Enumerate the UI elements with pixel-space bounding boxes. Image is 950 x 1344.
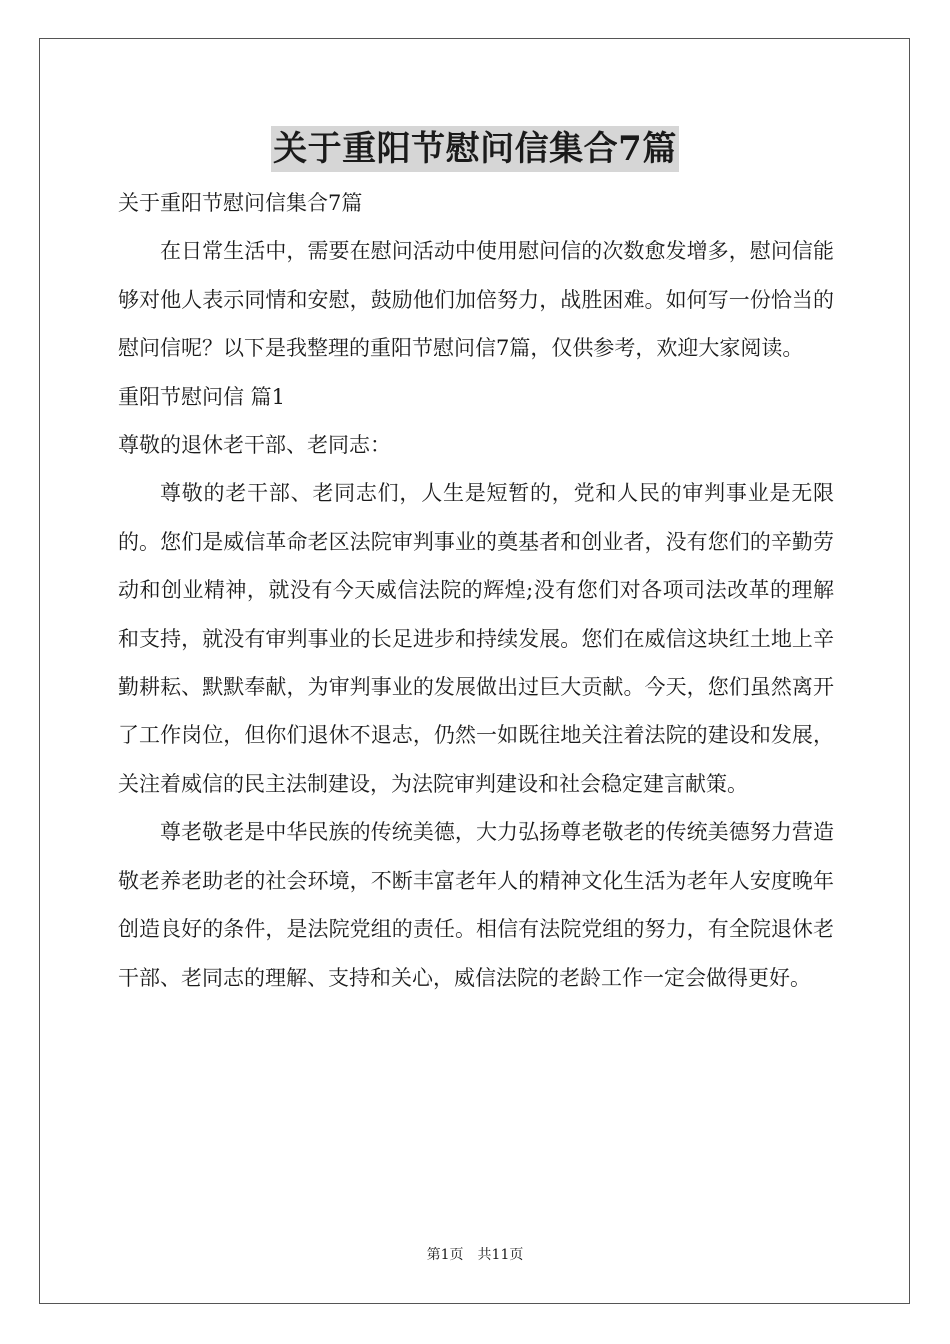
body-paragraph: 尊敬的老干部、老同志们，人生是短暂的，党和人民的审判事业是无限的。您们是威信革命老区法院审判事业的奠基者和创业者，没有您们的辛勤劳动和创业精神，就没有今天威信法院的辉煌;没有您们对各项司法改革的理解和支持，就没有审判事业的长足进步和持续发展。您们在威信这块红土地上辛勤耕耘、默默奉献，为审判事业的发展做出过巨大贡献。今天，您们虽然离开了工作岗位，但你们退休不退志，仍然一如既往地关注着法院的建设和发展，关注着威信的民主法制建设，为法院审判建设和社会稳定建言献策。 xyxy=(118,481,834,796)
page-total: 共11页 xyxy=(477,1247,524,1263)
salutation: 尊敬的退休老干部、老同志： xyxy=(118,433,391,458)
title-wrap xyxy=(0,126,950,172)
body-paragraph: 尊老敬老是中华民族的传统美德，大力弘扬尊老敬老的传统美德努力营造敬老养老助老的社会环境，不断丰富老年人的精神文化生活为老年人安度晚年创造良好的条件，是法院党组的责任。相信有法院党组的努力，有全院退休老干部、老同志的理解、支持和关心，威信法院的老龄工作一定会做得更好。 xyxy=(118,820,834,990)
document-body xyxy=(118,179,834,1002)
section-heading: 重阳节慰问信 篇1 xyxy=(118,384,286,409)
document-subtitle: 关于重阳节慰问信集合7篇 xyxy=(118,191,363,215)
page-footer xyxy=(0,1245,950,1265)
intro-paragraph: 在日常生活中，需要在慰问活动中使用慰问信的次数愈发增多，慰问信能够对他人表示同情和安慰，鼓励他们加倍努力，战胜困难。如何写一份恰当的慰问信呢？以下是我整理的重阳节慰问信7篇，仅供参考，欢迎大家阅读。 xyxy=(118,239,834,361)
document-title: 关于重阳节慰问信集合7篇 xyxy=(271,126,679,172)
page-number: 第1页 xyxy=(426,1247,464,1263)
